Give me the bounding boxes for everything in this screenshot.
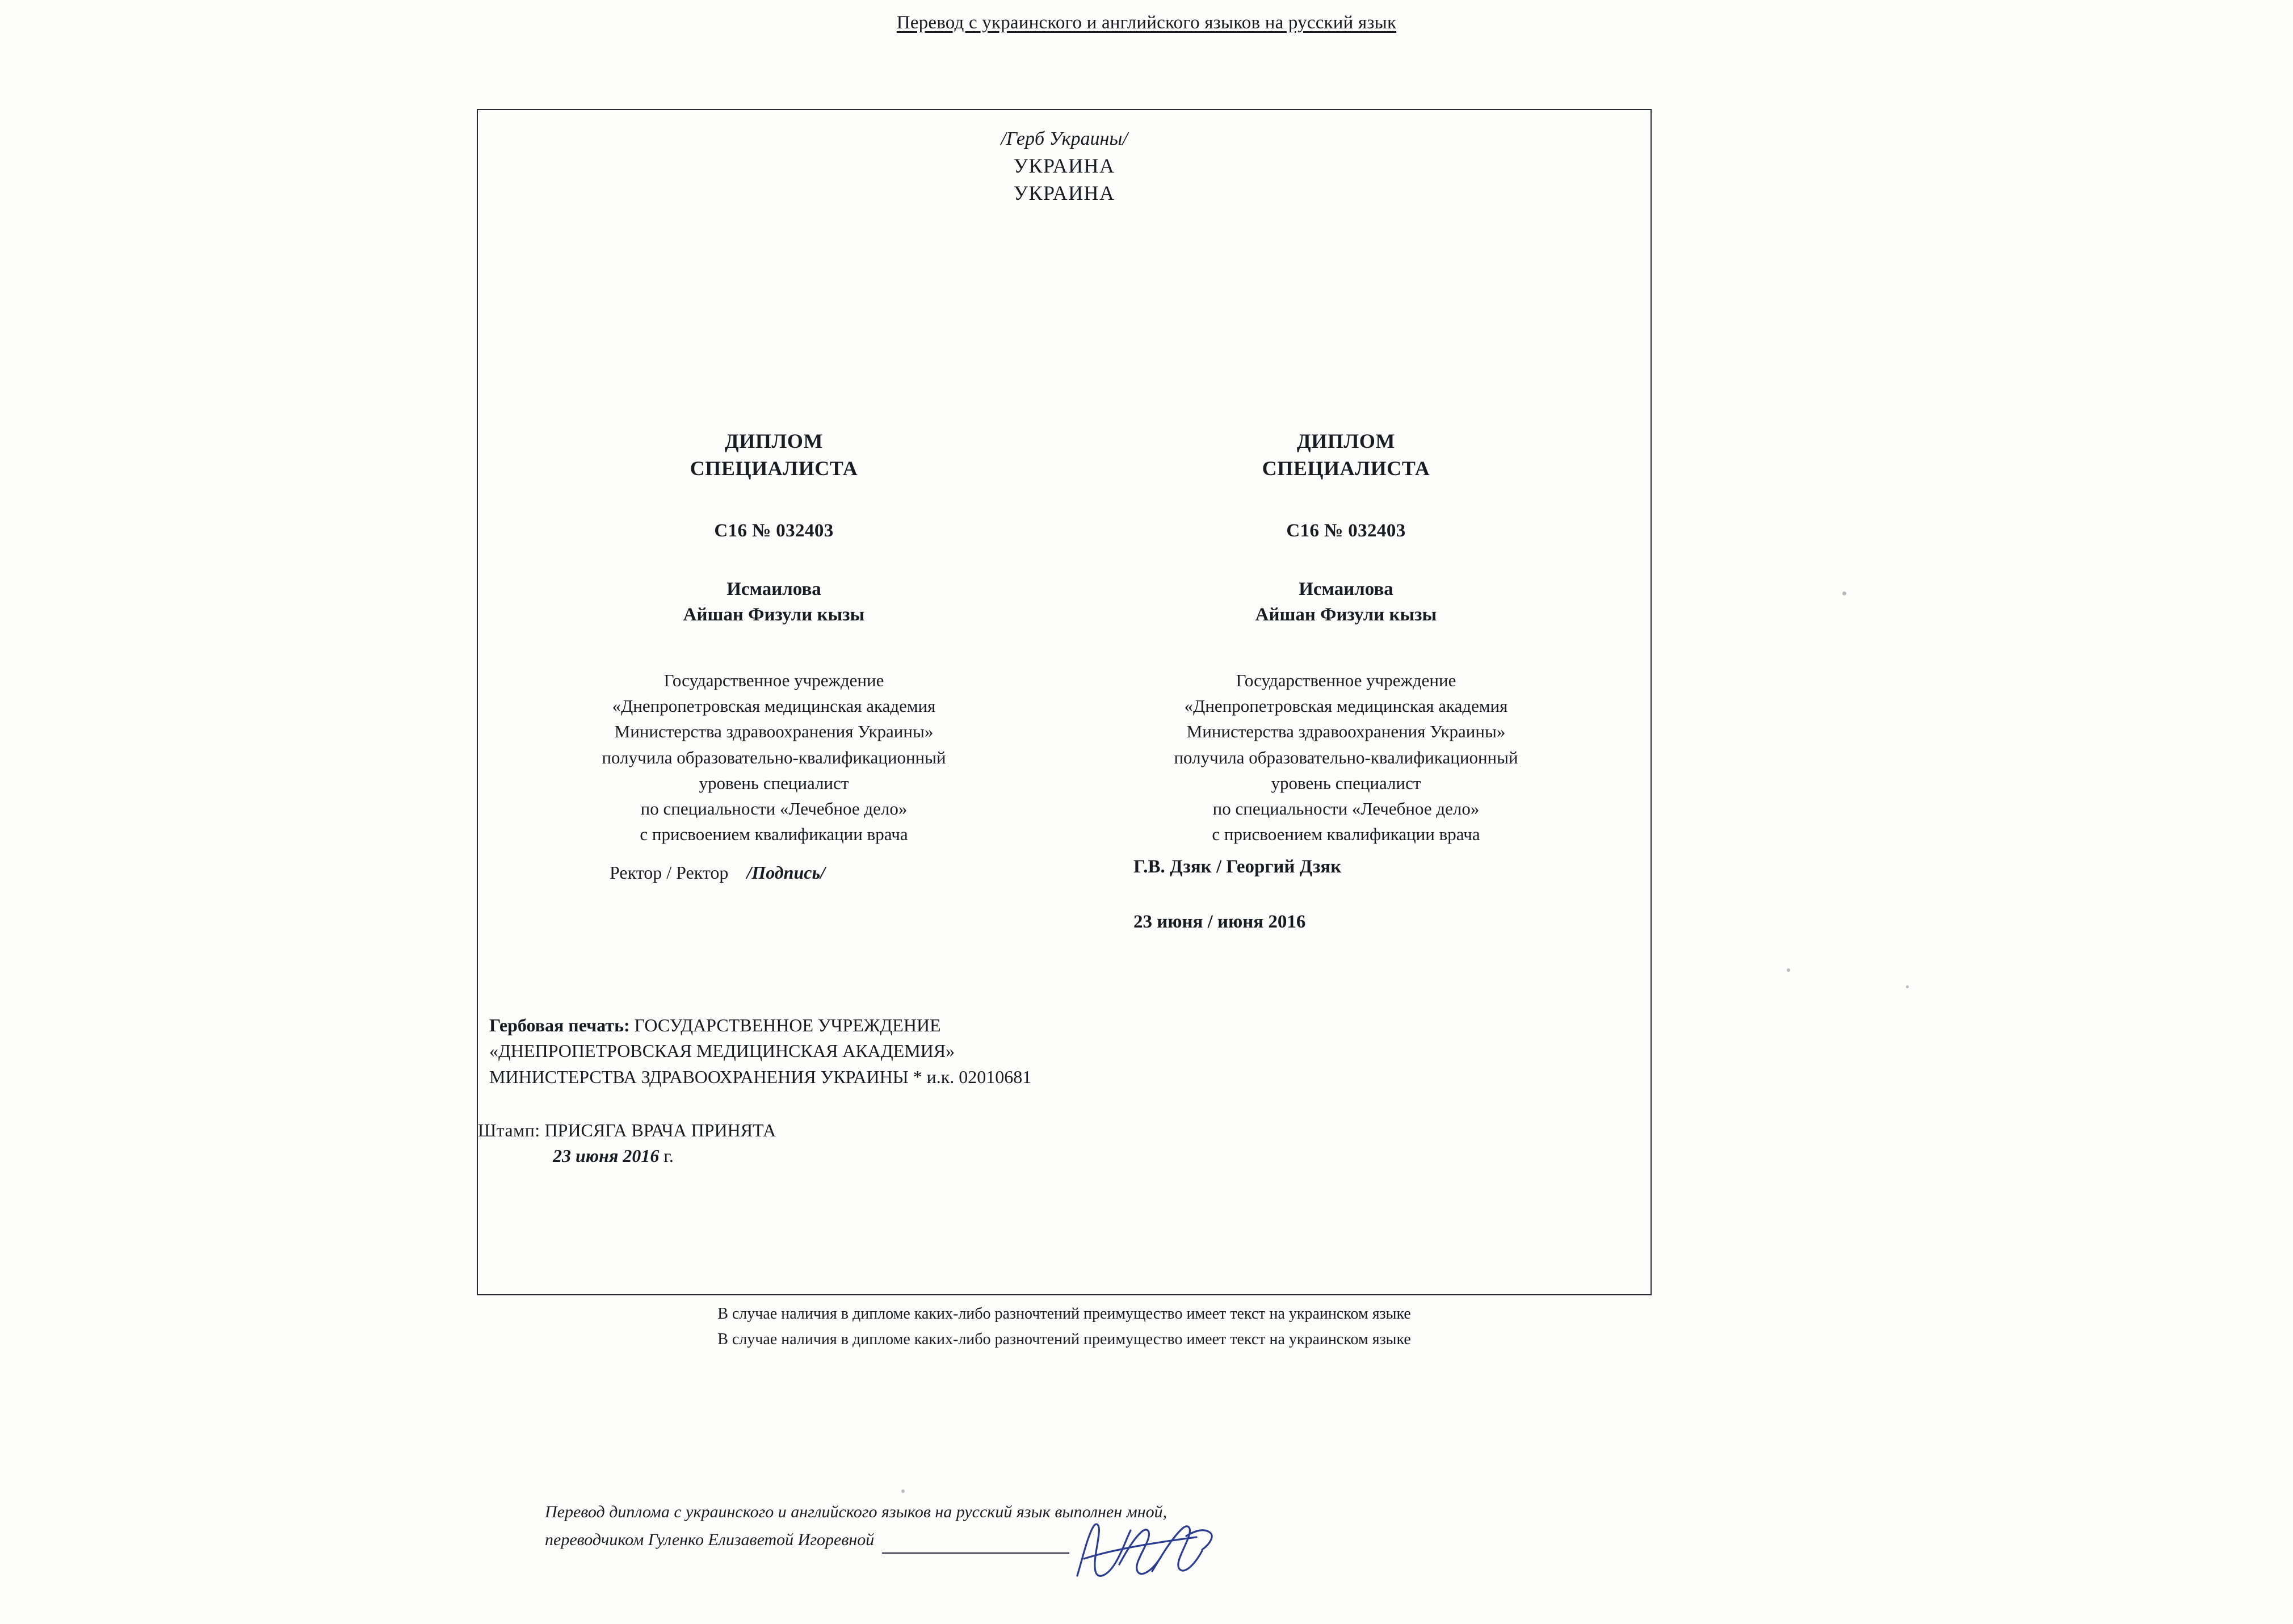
translator-certification — [545, 1499, 1167, 1554]
page-speck — [1906, 985, 1909, 988]
graduate-name-left: Исмаилова Айшан Физули кызы — [683, 579, 865, 625]
stamp-date: 23 июня 2016 — [553, 1145, 660, 1166]
footnotes — [477, 1301, 1652, 1353]
rector-signature-placeholder: /Подпись/ — [746, 862, 825, 883]
translator-line-1: Перевод диплома с украинского и английского языков на русский язык выполнен мной, — [545, 1503, 1168, 1521]
diploma-border-box — [477, 109, 1652, 1295]
stamp-label: Штамп: — [478, 1120, 540, 1140]
stamp-date-suffix: г. — [663, 1145, 674, 1166]
translator-signature-line — [882, 1535, 1069, 1554]
seal-block — [489, 1013, 1057, 1090]
country-line-2: УКРАИНА — [1013, 181, 1115, 204]
rector-label: Ректор / Ректор — [610, 862, 729, 883]
diploma-column-right — [1064, 428, 1651, 847]
issue-date: 23 июня / июня 2016 — [1133, 912, 1306, 932]
translation-note-text: Перевод с украинского и английского языков на русский язык — [896, 12, 1397, 33]
diploma-columns — [478, 428, 1651, 847]
coat-of-arms-label: /Герб Украины/ — [1001, 128, 1128, 149]
rector-label-row — [610, 862, 825, 883]
seal-label: Гербовая печать: — [489, 1015, 630, 1035]
graduate-name-right: Исмаилова Айшан Физули кызы — [1255, 579, 1437, 625]
emblem-block — [478, 126, 1651, 207]
diploma-title-left: ДИПЛОМ СПЕЦИАЛИСТА — [690, 430, 858, 480]
translator-line-2: переводчиком Гуленко Елизаветой Игоревной — [545, 1530, 875, 1549]
seal-text: ГОСУДАРСТВЕННОЕ УЧРЕЖДЕНИЕ «ДНЕПРОПЕТРОВСКАЯ МЕДИЦИНСКАЯ АКАДЕМИЯ» МИНИСТЕРСТВА ЗДРАВООХРАНЕНИЯ УКРАИНЫ * и.к. 02010681 — [489, 1015, 1032, 1087]
diploma-column-left — [478, 428, 1064, 847]
diploma-serial-left: С16 № 032403 — [714, 521, 834, 542]
stamp-block — [478, 1118, 1102, 1169]
page-speck — [1842, 591, 1846, 595]
stamp-date-row — [553, 1143, 1102, 1169]
diploma-body-left: Государственное учреждение «Днепропетровская медицинская академия Министерства здравоохранения Украины» получила образовательно-квалификационный уровень специалист по специальности «Лечебное дело» с присвоением квалификации врача — [602, 670, 946, 845]
stamp-text: ПРИСЯГА ВРАЧА ПРИНЯТА — [544, 1120, 776, 1140]
translation-note — [0, 12, 2293, 33]
country-line-1: УКРАИНА — [1013, 154, 1115, 177]
diploma-body-right: Государственное учреждение «Днепропетровская медицинская академия Министерства здравоохранения Украины» получила образовательно-квалификационный уровень специалист по специальности «Лечебное дело» с присвоением квалификации врача — [1174, 670, 1518, 845]
translator-line-2-row — [545, 1526, 1167, 1554]
footnote-line-2: В случае наличия в дипломе каких-либо разночтений преимущество имеет текст на украинском языке — [717, 1331, 1411, 1349]
rector-name: Г.В. Дзяк / Георгий Дзяк — [1133, 857, 1342, 877]
page-speck — [901, 1489, 905, 1493]
footnote-line-1: В случае наличия в дипломе каких-либо разночтений преимущество имеет текст на украинском языке — [717, 1305, 1411, 1323]
page-speck — [1787, 968, 1790, 972]
diploma-serial-right: С16 № 032403 — [1286, 521, 1406, 542]
diploma-title-right: ДИПЛОМ СПЕЦИАЛИСТА — [1262, 430, 1430, 480]
